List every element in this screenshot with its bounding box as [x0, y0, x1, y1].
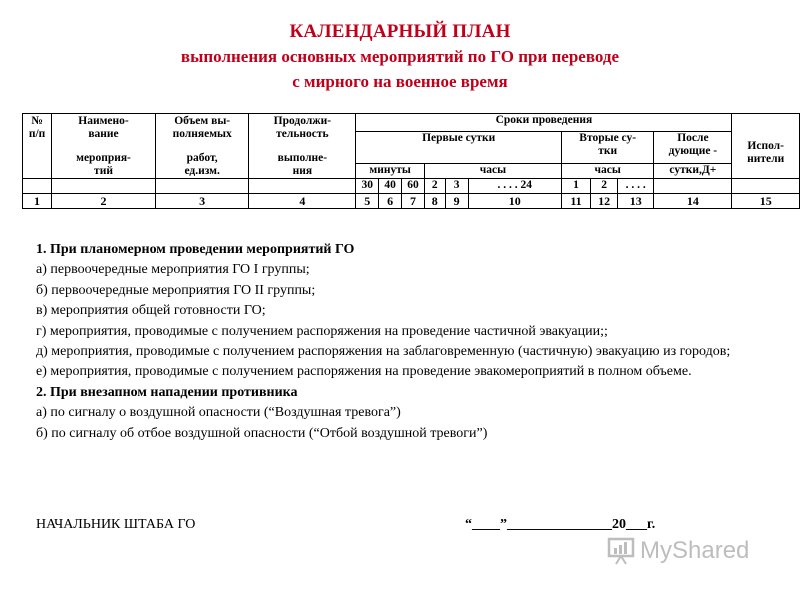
- header-duration-bot-1: выполне-: [277, 152, 328, 164]
- header-hours-1: часы: [424, 164, 561, 179]
- header-volume: [155, 114, 248, 179]
- list-item: г) мероприятия, проводимые с получением распоряжения на проведение частичной эвакуации;;: [36, 323, 608, 339]
- title-line-1: КАЛЕНДАРНЫЙ ПЛАН: [289, 21, 511, 42]
- header-day2: [561, 132, 653, 164]
- document-title: [0, 20, 800, 94]
- list-item: а) по сигналу о воздушной опасности (“Воздушная тревога”): [36, 405, 401, 421]
- header-number-top: №: [31, 115, 43, 127]
- header-name-bot-1: мероприя-: [76, 152, 131, 164]
- sub-cell: 1: [561, 179, 590, 194]
- column-number: 3: [155, 194, 248, 209]
- column-number: 10: [468, 194, 561, 209]
- column-number: 6: [379, 194, 402, 209]
- section-heading-sudden: 2. При внезапном нападении противника: [36, 384, 298, 400]
- list-item: е) мероприятия, проводимые с получением распоряжения на проведение эвакомероприятий в полном объеме.: [36, 364, 692, 380]
- column-number: 5: [356, 194, 379, 209]
- section-heading-planned: 1. При планомерном проведении мероприятий ГО: [36, 242, 355, 257]
- list-item: а) первоочередные мероприятия ГО I группы;: [36, 262, 310, 278]
- list-item: в) мероприятия общей готовности ГО;: [36, 303, 266, 319]
- header-hours-2: часы: [561, 164, 653, 179]
- header-executors: [732, 114, 800, 179]
- column-number: 12: [591, 194, 618, 209]
- header-after-2: дующие -: [668, 145, 718, 157]
- header-name-top-2: вание: [88, 128, 119, 140]
- column-number: 4: [249, 194, 356, 209]
- header-duration-bot-2: ния: [292, 165, 313, 177]
- column-number: 15: [732, 194, 800, 209]
- sub-cell: 3: [445, 179, 468, 194]
- sub-cell: 30: [356, 179, 379, 194]
- header-after: [654, 132, 732, 164]
- header-number-bottom: п/п: [28, 128, 46, 140]
- watermark-text: MyShared: [640, 537, 750, 564]
- signature-title: НАЧАЛЬНИК ШТАБА ГО: [36, 517, 196, 532]
- header-duration: [249, 114, 356, 179]
- header-day2-2: тки: [598, 145, 618, 157]
- watermark: [606, 536, 749, 566]
- header-volume-top-2: полняемых: [172, 128, 232, 140]
- title-line-3: с мирного на военное время: [292, 72, 508, 91]
- list-item: б) первоочередные мероприятия ГО II группы;: [36, 282, 316, 298]
- sub-cell: 2: [424, 179, 445, 194]
- column-number: 2: [52, 194, 156, 209]
- header-day1: Первые сутки: [356, 132, 562, 164]
- header-executors-1: Испол-: [747, 140, 784, 152]
- column-number: 14: [654, 194, 732, 209]
- column-number: 1: [23, 194, 52, 209]
- sub-cell: 2: [591, 179, 618, 194]
- presentation-board-icon: [606, 536, 636, 566]
- sub-cell: . . . .: [618, 179, 654, 194]
- column-number: 7: [402, 194, 425, 209]
- title-line-2: выполнения основных мероприятий по ГО при переводе: [180, 47, 620, 66]
- header-duration-top-1: Продолжи-: [273, 115, 332, 127]
- header-name: [52, 114, 156, 179]
- header-minutes: минуты: [356, 164, 425, 179]
- list-item: д) мероприятия, проводимые с получением распоряжения на заблаговременную (частичную) эвакуацию из городов;: [36, 344, 731, 360]
- header-day2-1: Вторые су-: [579, 132, 637, 144]
- sub-cell: 60: [402, 179, 425, 194]
- header-name-top-1: Наимено-: [78, 115, 129, 127]
- header-after-1: После: [677, 132, 709, 144]
- sub-cell: . . . . 24: [468, 179, 561, 194]
- header-executors-2: нители: [747, 153, 785, 165]
- column-number: 13: [618, 194, 654, 209]
- header-volume-top-1: Объем вы-: [174, 115, 231, 127]
- header-after-days: сутки,Д+: [654, 164, 732, 179]
- header-volume-bot-1: работ,: [186, 152, 218, 164]
- signature-date-line: “____”_______________20___г.: [465, 517, 656, 532]
- column-number: 9: [445, 194, 468, 209]
- header-volume-bot-2: ед.изм.: [184, 165, 220, 177]
- list-item: б) по сигналу об отбое воздушной опасности (“Отбой воздушной тревоги”): [36, 425, 488, 441]
- column-number: 11: [561, 194, 590, 209]
- header-terms: Сроки проведения: [356, 114, 732, 132]
- plan-table: [22, 113, 800, 209]
- header-name-bot-2: тий: [94, 165, 113, 177]
- header-duration-top-2: тельность: [276, 128, 329, 140]
- measures-list: [36, 240, 792, 444]
- header-number: [23, 114, 52, 179]
- column-number: 8: [424, 194, 445, 209]
- sub-cell: 40: [379, 179, 402, 194]
